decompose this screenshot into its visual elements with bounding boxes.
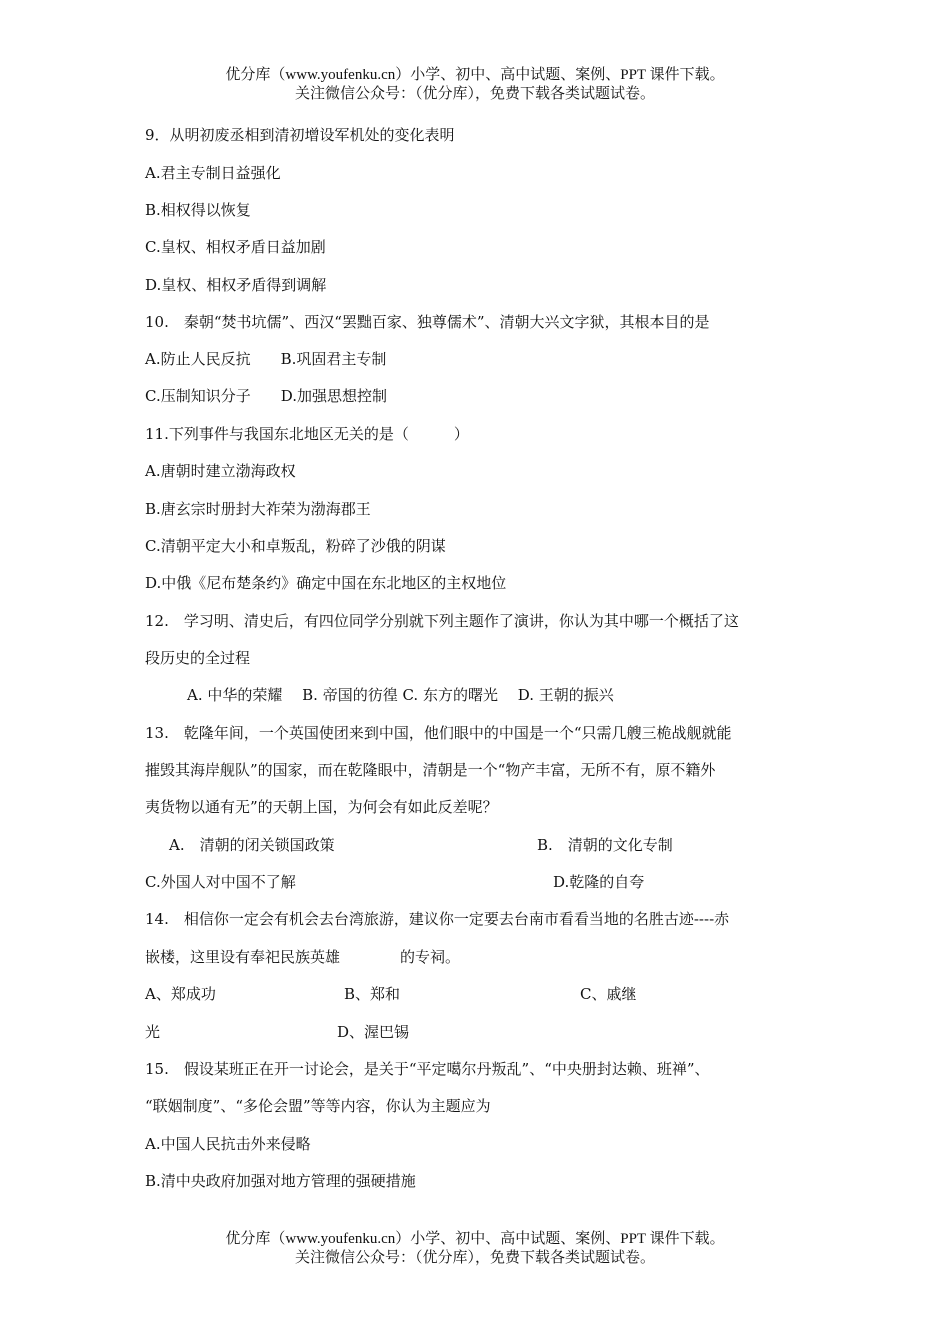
q14-option-c: C、戚继 bbox=[580, 985, 637, 1003]
page-footer bbox=[0, 1230, 950, 1268]
q13-option-b: B. 清朝的文化专制 bbox=[537, 836, 673, 854]
header-line-2: 关注微信公众号：（优分库），免费下载各类试题试卷。 bbox=[294, 86, 655, 102]
q11-option-c: C.清朝平定大小和卓叛乱，粉碎了沙俄的阴谋 bbox=[145, 537, 446, 555]
header-line-1: 优分库（www.youfenku.cn）小学、初中、高中试题、案例、PPT 课件下载。 bbox=[225, 67, 725, 83]
q9-option-c: C.皇权、相权矛盾日益加剧 bbox=[145, 238, 326, 256]
q12-stem-line-2: 段历史的全过程 bbox=[145, 649, 251, 667]
q9-option-d: D.皇权、相权矛盾得到调解 bbox=[145, 276, 327, 294]
q14-option-c-continued: 光 bbox=[145, 1023, 161, 1041]
q13-option-c: C.外国人对中国不了解 bbox=[145, 873, 296, 891]
q13-stem-line-3: 夷货物以通有无”的天朝上国，为何会有如此反差呢？ bbox=[145, 798, 498, 816]
q11-stem: 11.下列事件与我国东北地区无关的是（ ） bbox=[145, 425, 469, 443]
q14-stem-line-1: 14. 相信你一定会有机会去台湾旅游，建议你一定要去台南市看看当地的名胜古迹----赤 bbox=[145, 910, 730, 928]
q14-option-b: B、郑和 bbox=[344, 985, 401, 1003]
q14-option-a: A、郑成功 bbox=[145, 985, 216, 1003]
q11-option-b: B.唐玄宗时册封大祚荣为渤海郡王 bbox=[145, 500, 371, 518]
q15-option-b: B.清中央政府加强对地方管理的强硬措施 bbox=[145, 1172, 416, 1190]
q9-stem: 9．从明初废丞相到清初增设军机处的变化表明 bbox=[145, 126, 455, 144]
q10-stem: 10. 秦朝“焚书坑儒”、西汉“罢黜百家、独尊儒术”、清朝大兴文字狱，其根本目的是 bbox=[145, 313, 710, 331]
page-header bbox=[0, 66, 950, 104]
q9-option-b: B.相权得以恢复 bbox=[145, 201, 251, 219]
q14-option-d: D、渥巴锡 bbox=[337, 1023, 410, 1041]
q11-option-d: D.中俄《尼布楚条约》确定中国在东北地区的主权地位 bbox=[145, 574, 507, 592]
footer-line-1: 优分库（www.youfenku.cn）小学、初中、高中试题、案例、PPT 课件下载。 bbox=[225, 1231, 725, 1247]
q15-stem-line-1: 15. 假设某班正在开一讨论会，是关于“平定噶尔丹叛乱”、“中央册封达赖、班禅”、 bbox=[145, 1060, 710, 1078]
q10-options-ab: A.防止人民反抗 B.巩固君主专制 bbox=[145, 350, 387, 368]
footer-line-2: 关注微信公众号：（优分库），免费下载各类试题试卷。 bbox=[294, 1250, 655, 1266]
q13-option-a: A. 清朝的闭关锁国政策 bbox=[169, 836, 335, 854]
q13-stem-line-2: 摧毁其海岸舰队”的国家，而在乾隆眼中，清朝是一个“物产丰富，无所不有，原不籍外 bbox=[145, 761, 716, 779]
q14-stem-line-2: 嵌楼，这里设有奉祀民族英雄 的专祠。 bbox=[145, 948, 461, 966]
q10-options-cd: C.压制知识分子 D.加强思想控制 bbox=[145, 387, 387, 405]
q15-stem-line-2: “联姻制度”、“多伦会盟”等等内容，你认为主题应为 bbox=[145, 1097, 491, 1115]
q12-options: A. 中华的荣耀 B. 帝国的彷徨 C. 东方的曙光 D. 王朝的振兴 bbox=[187, 686, 614, 704]
q15-option-a: A.中国人民抗击外来侵略 bbox=[145, 1135, 311, 1153]
q13-option-d: D.乾隆的自夸 bbox=[553, 873, 645, 891]
q13-stem-line-1: 13. 乾隆年间，一个英国使团来到中国，他们眼中的中国是一个“只需几艘三桅战舰就能 bbox=[145, 724, 732, 742]
q11-option-a: A.唐朝时建立渤海政权 bbox=[145, 462, 296, 480]
q9-option-a: A.君主专制日益强化 bbox=[145, 164, 281, 182]
q12-stem-line-1: 12. 学习明、清史后，有四位同学分别就下列主题作了演讲，你认为其中哪一个概括了这 bbox=[145, 612, 739, 630]
